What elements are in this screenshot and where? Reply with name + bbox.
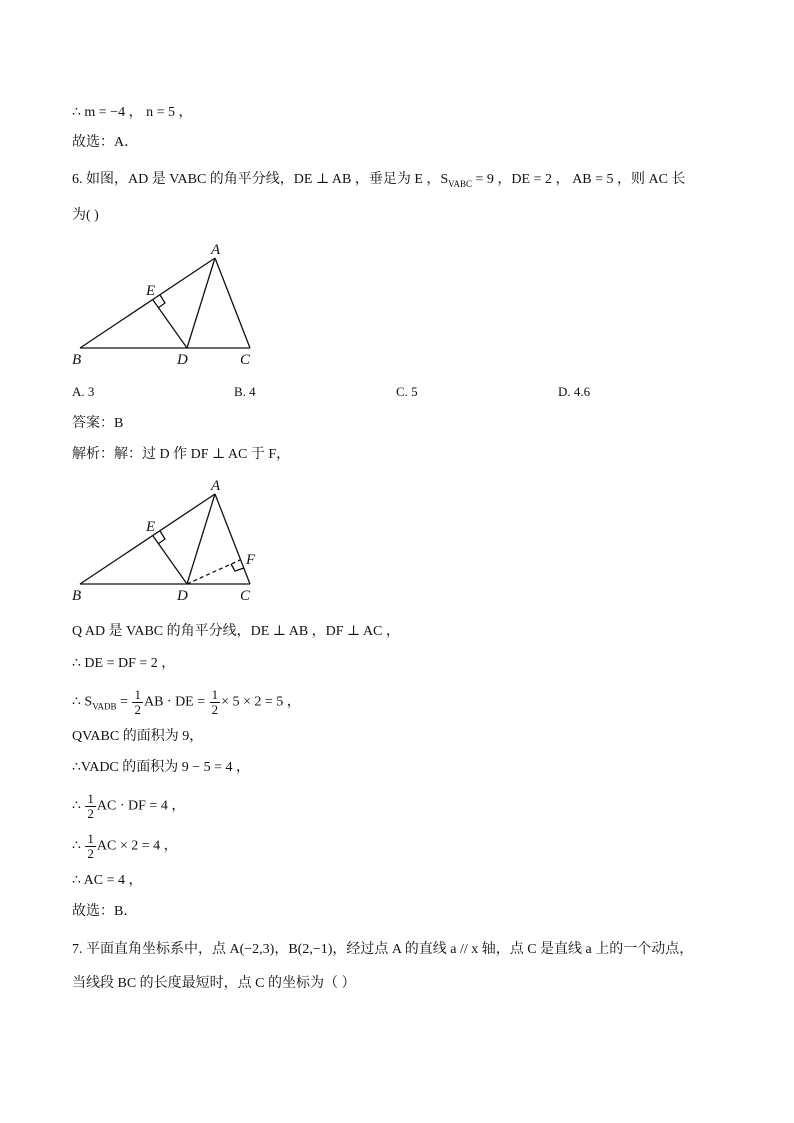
q6-stem-subscript: VABC (448, 178, 473, 189)
prev-solution-line-1: ∴ m = −4 ， n = 5 ， (72, 105, 193, 120)
step3-frac2-denominator: 2 (211, 702, 219, 717)
q7-stem-line-2: 当线段 BC 的长度最短时，点 C 的坐标为（ ） (72, 976, 356, 991)
q7-stem-line-1: 7. 平面直角坐标系中，点 A(−2,3)，B(2,−1)，经过点 A 的直线 a // x 轴，点 C 是直线 a 上的一个动点， (72, 942, 694, 957)
step3-frac1-numerator: 1 (134, 687, 141, 702)
step3-fraction-1 (132, 688, 143, 717)
q6-figure-2 (60, 476, 280, 606)
step3-end: × 5 × 2 = 5 ， (221, 694, 301, 710)
fig2-label-f: F (246, 552, 256, 568)
q6-stem-line-1 (72, 170, 686, 194)
fig1-label-d: D (177, 352, 188, 368)
solution-step-8: ∴ AC = 4 ， (72, 873, 143, 888)
solution-step-2: ∴ DE = DF = 2 ， (72, 656, 176, 671)
fig2-label-c: C (240, 588, 251, 604)
step3-frac1-denominator: 2 (134, 702, 141, 717)
option-a[interactable]: A. 3 (72, 384, 95, 399)
step7-denominator: 2 (87, 846, 94, 861)
option-c[interactable]: C. 5 (396, 384, 418, 399)
solution-step-6 (72, 792, 185, 821)
step6-end: AC · DF = 4 ， (96, 798, 186, 814)
solution-step-3 (72, 688, 301, 717)
fig1-label-a: A (211, 242, 221, 258)
fig1-label-e: E (146, 283, 156, 299)
step6-prefix: ∴ (72, 798, 85, 814)
solution-step-4: QVABC 的面积为 9， (72, 729, 204, 744)
step3-frac2-numerator: 1 (211, 687, 219, 702)
fig2-label-b: B (72, 588, 82, 604)
step3-prefix: ∴ S (72, 694, 93, 710)
fig1-label-c: C (240, 352, 251, 368)
step3-fraction-2 (210, 688, 221, 717)
step6-numerator: 1 (87, 791, 94, 806)
step3-equals: = (116, 694, 132, 710)
solution-step-7 (72, 832, 178, 861)
q6-analysis-intro: 解析：解：过 D 作 DF ⊥ AC 于 F， (72, 447, 291, 462)
solution-step-5: ∴VADC 的面积为 9 − 5 = 4 ， (72, 760, 251, 775)
q6-stem-part-b: = 9 ，DE = 2 ， AB = 5 ，则 AC 长 (472, 172, 686, 187)
prev-solution-line-2: 故选：A． (72, 135, 139, 150)
step7-prefix: ∴ (72, 838, 85, 854)
solution-step-1: Q AD 是 VABC 的角平分线，DE ⊥ AB ，DF ⊥ AC ， (72, 624, 400, 639)
fig1-label-b: B (72, 352, 82, 368)
step7-fraction (85, 832, 96, 861)
step3-middle: AB · DE = (143, 694, 209, 710)
q6-stem-line-2: 为( ) (72, 208, 99, 223)
fig2-label-a: A (211, 478, 221, 494)
q6-figure-1 (60, 240, 280, 370)
step7-end: AC × 2 = 4 ， (96, 838, 178, 854)
step3-subscript: VADB (92, 701, 117, 712)
fig2-label-e: E (146, 519, 156, 535)
option-d[interactable]: D. 4.6 (558, 384, 591, 399)
option-b[interactable]: B. 4 (234, 384, 256, 399)
solution-step-9: 故选：B． (72, 904, 138, 919)
step7-numerator: 1 (87, 831, 94, 846)
step6-fraction (85, 792, 96, 821)
step6-denominator: 2 (87, 806, 94, 821)
fig2-label-d: D (177, 588, 188, 604)
q6-answer: 答案：B (72, 416, 124, 431)
q6-stem-part-a: 6. 如图，AD 是 VABC 的角平分线，DE ⊥ AB ，垂足为 E ，S (72, 172, 449, 187)
